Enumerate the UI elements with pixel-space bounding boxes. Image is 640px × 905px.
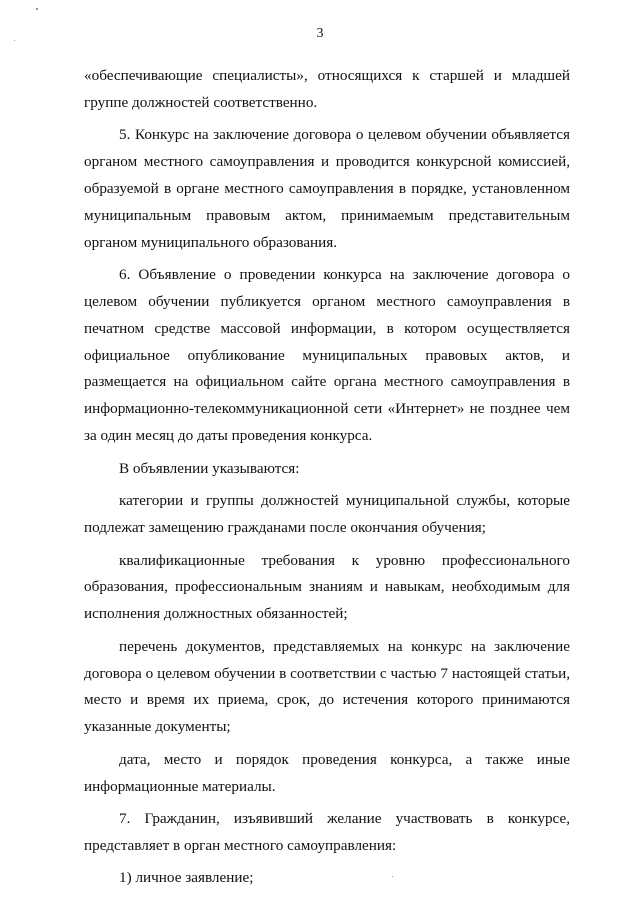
paragraph-continuation: «обеспечивающие специалисты», относящихся к старшей и младшей группе должностей соответственно.	[84, 67, 570, 111]
scan-speck	[36, 8, 38, 10]
paragraph-item-5: 5. Конкурс на заключение договора о целевом обучении объявляется органом местного самоуправления и проводится конкурсной комиссией, образуемой в органе местного самоуправления в порядке, установленном муниципальным правовым актом, принимаемым представительным органом муниципального образования.	[84, 126, 570, 251]
paragraph-announcement-categories: категории и группы должностей муниципальной службы, которые подлежат замещению гражданами после окончания обучения;	[84, 492, 570, 536]
paragraph-announcement-requirements: квалификационные требования к уровню профессионального образования, профессиональным знаниям и навыкам, необходимым для исполнения должностных обязанностей;	[84, 551, 570, 623]
paragraph-announcement-documents: перечень документов, представляемых на конкурс на заключение договора о целевом обучении в соответствии с частью 7 настоящей статьи, место и время их приема, срок, до истечения которого принимаются указанные документы;	[84, 637, 570, 736]
document-body	[84, 63, 570, 898]
page-number: 3	[316, 26, 324, 41]
paragraph-item-6: 6. Объявление о проведении конкурса на заключение договора о целевом обучении публикуется органом местного самоуправления в печатном средстве массовой информации, в котором осуществляется официальное опубликование муниципальных правовых актов, и размещается на официальном сайте органа местного самоуправления в информационно-телекоммуникационной сети «Интернет» не позднее чем за один месяц до даты проведения конкурса.	[84, 266, 570, 444]
list-item-personal-application: 1) личное заявление;	[119, 869, 254, 887]
paragraph-item-7: 7. Гражданин, изъявивший желание участвовать в конкурсе, представляет в орган местного самоуправления:	[84, 810, 570, 854]
paragraph-announcement-date-place: дата, место и порядок проведения конкурса, а также иные информационные материалы.	[84, 750, 570, 795]
paragraph-announcement-intro: В объявлении указываются:	[119, 459, 300, 477]
